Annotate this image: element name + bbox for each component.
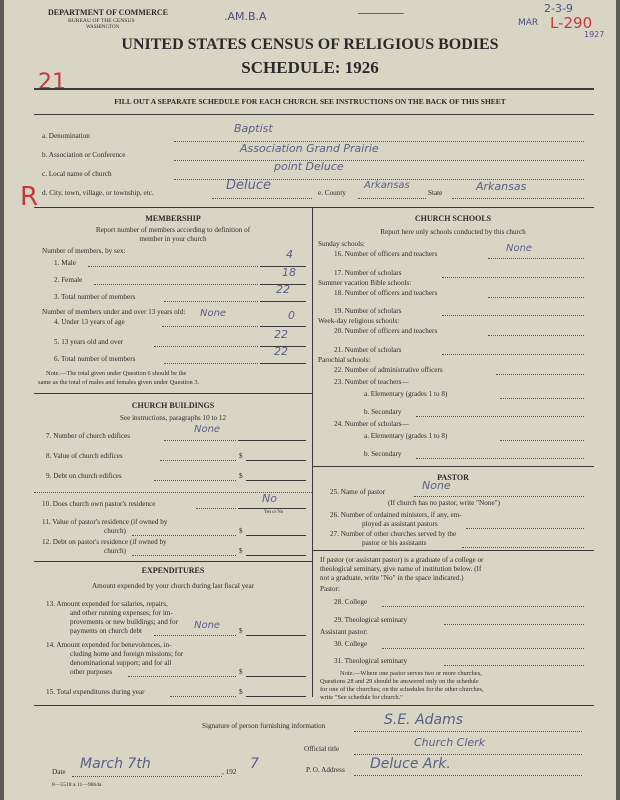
graduate-instruction-3: not a graduate, write "No" in the space indicated.) (320, 574, 464, 582)
q29-label: 29. Theological seminary (334, 616, 408, 624)
q5-label: 5. 13 years old and over (54, 338, 124, 346)
graduate-instruction-2: theological seminary, give name of institution below. (If (320, 565, 482, 573)
column-divider (312, 207, 313, 697)
instruction-line: FILL OUT A SEPARATE SCHEDULE FOR EACH CHURCH. SEE INSTRUCTIONS ON THE BACK OF THIS SHEET (114, 97, 506, 106)
q16-value: None (506, 243, 533, 254)
q31-label: 31. Theological seminary (334, 657, 408, 665)
association-value: Association Grand Prairie (240, 142, 379, 155)
q13-label-4: payments on church debt (70, 627, 143, 635)
denomination-label: a. Denomination (42, 132, 90, 140)
q7-value: None (194, 424, 221, 435)
city-value: Deluce (226, 178, 272, 193)
stamp-right-3: L-290 (550, 14, 593, 32)
q13-dollar: $ (239, 627, 243, 635)
buildings-intro: See instructions, paragraphs 10 to 12 (119, 414, 227, 422)
q14-label-4: other purposes (70, 668, 113, 676)
q4-label: 4. Under 13 years of age (54, 318, 125, 326)
q3-value: 22 (276, 283, 290, 296)
graduate-instruction-1: If pastor (or assistant pastor) is a graduate of a college or (320, 556, 484, 564)
q14-label: 14. Amount expended for benevolences, in- (46, 641, 172, 649)
yes-no-caption: Yes or No (264, 510, 284, 515)
q5-value: 22 (274, 328, 288, 341)
struck-number (358, 6, 404, 20)
county-value: Arkansas (364, 180, 410, 191)
q4-value: 0 (288, 309, 295, 322)
signature-value: S.E. Adams (384, 712, 464, 728)
membership-intro-1: Report number of members according to definition of (95, 226, 251, 234)
ambat-stamp: .AM.B.A (224, 10, 267, 23)
state-value: Arkansas (476, 180, 527, 193)
bureau-heading: BUREAU OF THE CENSUS (68, 18, 135, 24)
stamp-right-4: 1927 (584, 30, 605, 39)
q6-value: 22 (274, 345, 288, 358)
city-heading: WASHINGTON (86, 25, 120, 30)
q1-value: 4 (286, 248, 293, 261)
q13-label: 13. Amount expended for salaries, repairs, (46, 600, 168, 608)
q11-dollar: $ (239, 527, 243, 535)
date-label: Date (52, 768, 66, 776)
assistant-pastor-label: Assistant pastor: (320, 628, 368, 636)
parochial-schools-label: Parochial schools: (318, 356, 371, 364)
q26-label-2: ployed as assistant pastors (362, 520, 438, 528)
q1-label: 1. Male (54, 259, 76, 267)
q15-label: 15. Total expenditures during year (46, 688, 145, 696)
q2-value: 18 (282, 266, 296, 279)
schedule-title: SCHEDULE: 1926 (241, 58, 379, 77)
year-prefix: , 192 (222, 768, 237, 776)
q8-label: 8. Value of church edifices (46, 452, 123, 460)
schools-heading: CHURCH SCHOOLS (414, 214, 492, 223)
q27-label-2: pastor or his assistants (362, 539, 427, 547)
association-label: b. Association or Conference (42, 151, 126, 159)
county-label: e. County (318, 189, 346, 197)
q2-label: 2. Female (54, 276, 83, 284)
q13-label-3: provements or new buildings; and for (70, 618, 178, 626)
q25-note: (If church has no pastor, write "None") (388, 499, 500, 507)
pastor-heading: PASTOR (437, 473, 469, 482)
weekday-schools-label: Week-day religious schools: (318, 317, 400, 325)
q16-label: 16. Number of officers and teachers (334, 250, 438, 258)
local-name-label: c. Local name of church (42, 170, 112, 178)
expenditures-heading: EXPENDITURES (141, 566, 205, 575)
top-rule (34, 88, 594, 90)
expenditures-intro: Amount expended by your church during last fiscal year (91, 582, 255, 590)
q14-dollar: $ (239, 668, 243, 676)
q26-label: 26. Number of ordained ministers, if any, em- (330, 511, 462, 519)
q13-value: None (194, 620, 221, 631)
q23b-label: b. Secondary (364, 408, 402, 416)
dept-heading: DEPARTMENT OF COMMERCE (48, 8, 169, 17)
q14-label-3: denominational support; and for all (70, 659, 172, 667)
membership-intro-2: member in your church (139, 235, 207, 243)
instruction-rule (34, 114, 594, 115)
official-title-value: Church Clerk (414, 736, 486, 749)
q25-value: None (422, 479, 451, 492)
q12-label-2: church) (104, 547, 126, 555)
q14-label-2: cluding home and foreign missions; for (70, 650, 184, 658)
stamp-right-1: 2-3-9 (544, 2, 573, 15)
state-label: State (428, 189, 443, 197)
city-label: d. City, town, village, or township, etc. (42, 189, 154, 197)
po-address-value: Deluce Ark. (370, 756, 451, 772)
year-value: 7 (250, 756, 259, 772)
membership-note-1: Note.—The total given under Question 6 should be the (46, 370, 187, 377)
q28-label: 28. College (334, 598, 368, 606)
membership-note-2: same as the total of males and females given under Question 3. (38, 379, 200, 386)
q6-label: 6. Total number of members (54, 355, 136, 363)
membership-heading: MEMBERSHIP (145, 214, 201, 223)
form-number: 8—5518 a 11—9064a (52, 782, 102, 788)
q9-label: 9. Debt on church edifices (46, 472, 122, 480)
q24a-label: a. Elementary (grades 1 to 8) (364, 432, 448, 440)
summer-schools-label: Summer vacation Bible schools: (318, 279, 412, 287)
signature-label: Signature of person furnishing information (202, 722, 326, 730)
q20-label: 20. Number of officers and teachers (334, 327, 438, 335)
q22-label: 22. Number of administrative officers (334, 366, 443, 374)
pastor-note-1: Note.—Where one pastor serves two or more churches, (340, 670, 482, 677)
q11-label: 11. Value of pastor's residence (if owned by (42, 518, 168, 526)
q9-dollar: $ (239, 472, 243, 480)
pastor-label: Pastor: (320, 585, 340, 593)
q10-value: No (262, 492, 277, 505)
q24-label: 24. Number of scholars— (334, 420, 409, 428)
form-title: UNITED STATES CENSUS OF RELIGIOUS BODIES (121, 36, 499, 53)
q12-label: 12. Debt on pastor's residence (if owned by (42, 538, 167, 546)
q24b-label: b. Secondary (364, 450, 402, 458)
pastor-note-4: write "See schedule for church." (320, 694, 403, 701)
date-value: March 7th (80, 756, 151, 772)
pastor-note-3: for one of the churches; on the schedules for the other churches, (320, 686, 484, 693)
official-title-label: Official title (304, 745, 340, 753)
q18-label: 18. Number of officers and teachers (334, 289, 438, 297)
q21-label: 21. Number of scholars (334, 346, 402, 354)
q19-label: 19. Number of scholars (334, 307, 402, 315)
q27-label: 27. Number of other churches served by the (330, 530, 457, 538)
denomination-value: Baptist (234, 122, 273, 135)
members-by-sex-label: Number of members, by sex: (42, 247, 126, 255)
q7-label: 7. Number of church edifices (46, 432, 131, 440)
local-name-value: point Deluce (274, 160, 344, 173)
q3-label: 3. Total number of members (54, 293, 136, 301)
mark-21: 21 (38, 70, 66, 95)
q8-dollar: $ (239, 452, 243, 460)
q25-label: 25. Name of pastor (330, 488, 386, 496)
q13-label-2: and other running expenses; for im- (70, 609, 173, 617)
q23a-label: a. Elementary (grades 1 to 8) (364, 390, 448, 398)
buildings-heading: CHURCH BUILDINGS (131, 401, 215, 410)
mark-r: R (20, 182, 39, 212)
sunday-schools-label: Sunday schools: (318, 240, 365, 248)
q12-dollar: $ (239, 547, 243, 555)
q11-label-2: church) (104, 527, 126, 535)
q30-label: 30. College (334, 640, 368, 648)
schools-intro: Report here only schools conducted by this church (380, 228, 526, 236)
po-address-label: P. O. Address (306, 766, 345, 774)
q10-label: 10. Does church own pastor's residence (42, 500, 156, 508)
q23-label: 23. Number of teachers— (334, 378, 409, 386)
pastor-note-2: Questions 28 and 29 should be answered only on the schedule (320, 678, 479, 685)
stamp-right-2: MAR (518, 18, 539, 28)
q17-label: 17. Number of scholars (334, 269, 402, 277)
q4-note: None (200, 308, 227, 319)
q15-dollar: $ (239, 688, 243, 696)
census-schedule-page (4, 0, 616, 800)
under-over-label: Number of members under and over 13 years old: (42, 308, 186, 316)
